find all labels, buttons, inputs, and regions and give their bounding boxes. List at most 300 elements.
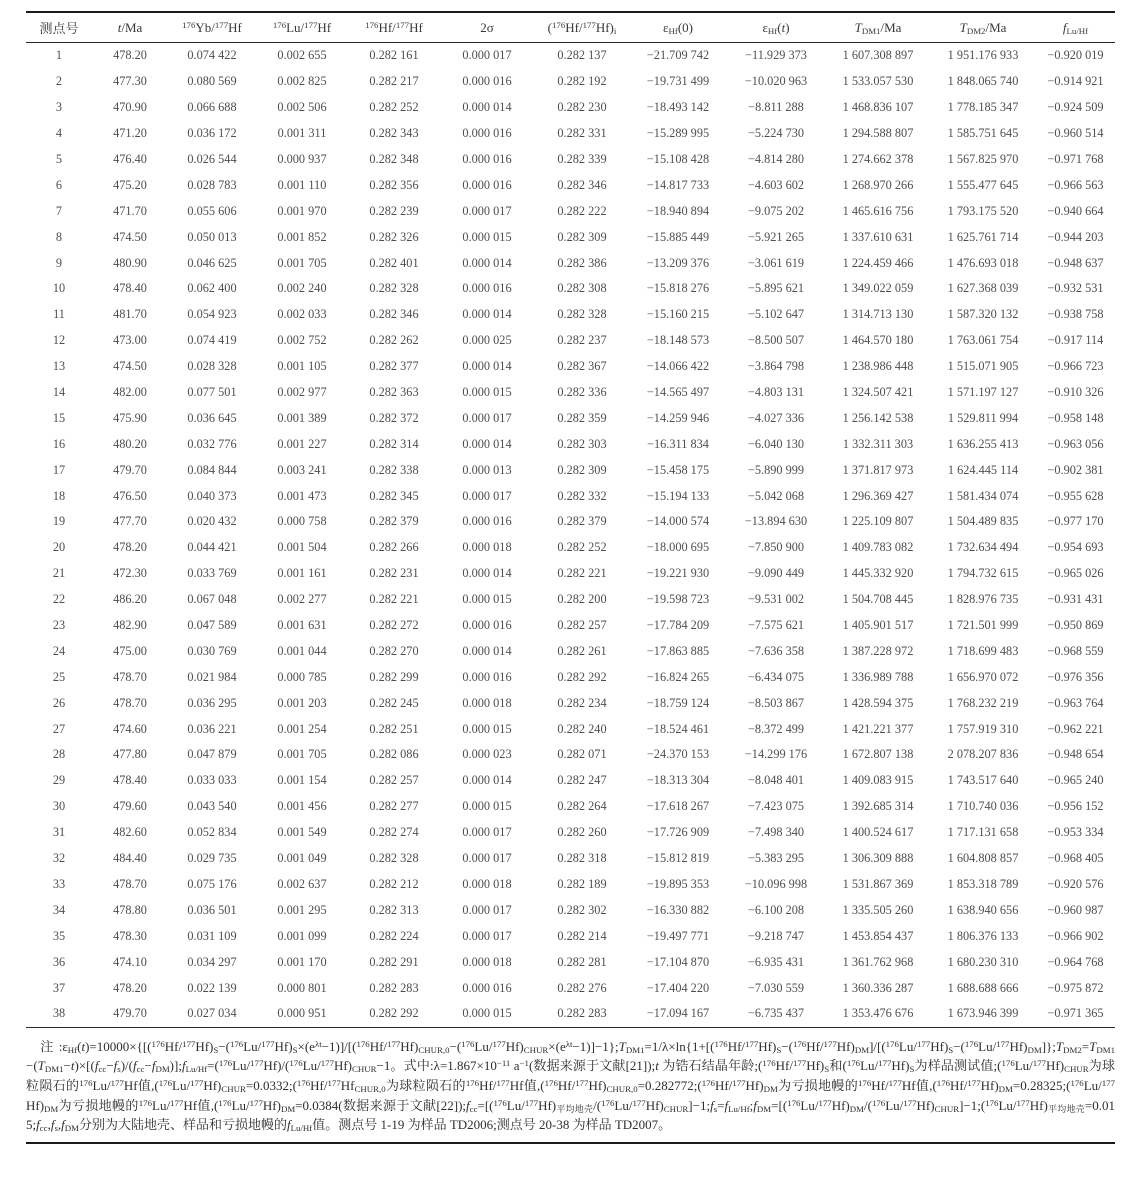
table-cell-eps-hf-0: −18.524 461 (646, 721, 710, 736)
table-cell-f-lu-hf: −0.966 902 (1047, 928, 1104, 943)
table-cell-spot-number: 18 (52, 488, 66, 503)
table-cell-yb176-hf177: 0.047 589 (187, 618, 237, 633)
table-cell-t-ma: 474.50 (113, 359, 147, 374)
table-cell-lu176-hf177: 0.001 203 (277, 695, 327, 710)
table-cell-lu176-hf177: 0.001 254 (277, 721, 327, 736)
table-cell-spot-number: 3 (55, 100, 63, 115)
table-cell-t-dm2-ma: 1 625.761 714 (947, 229, 1019, 244)
table-cell-hf176-hf177-i: 0.282 332 (557, 488, 607, 503)
table-cell-t-dm2-ma: 1 951.176 933 (947, 48, 1019, 63)
table-cell-two-sigma: 0.000 016 (462, 152, 512, 166)
table-cell-t-dm1-ma: 1 224.459 466 (842, 255, 914, 270)
table-cell-t-dm2-ma: 1 732.634 494 (947, 540, 1019, 555)
table-cell-f-lu-hf: −0.968 405 (1047, 851, 1104, 866)
table-cell-eps-hf-t: −9.531 002 (747, 592, 805, 607)
table-cell-eps-hf-0: −17.784 209 (646, 618, 710, 633)
table-row (26, 95, 1115, 121)
table-cell-lu176-hf177: 0.002 825 (277, 74, 327, 89)
table-cell-f-lu-hf: −0.932 531 (1047, 281, 1104, 296)
table-cell-eps-hf-t: −4.814 280 (747, 152, 805, 166)
table-cell-eps-hf-0: −14.066 422 (646, 359, 710, 374)
table-cell-eps-hf-t: −8.811 288 (748, 100, 804, 115)
table-cell-two-sigma: 0.000 013 (462, 462, 512, 477)
table-cell-yb176-hf177: 0.031 109 (187, 928, 237, 943)
table-cell-yb176-hf177: 0.022 139 (187, 980, 237, 995)
table-cell-lu176-hf177: 0.002 240 (277, 281, 327, 296)
table-cell-t-dm2-ma: 1 555.477 645 (947, 177, 1019, 192)
table-cell-t-ma: 478.70 (113, 876, 147, 891)
table-cell-yb176-hf177: 0.074 419 (187, 333, 237, 348)
table-cell-eps-hf-t: −7.850 900 (747, 540, 805, 555)
table-cell-hf176-hf177: 0.282 348 (369, 152, 419, 166)
table-cell-t-dm1-ma: 1 468.836 107 (842, 100, 914, 115)
table-cell-eps-hf-0: −18.000 695 (646, 540, 710, 555)
table-cell-lu176-hf177: 0.001 227 (277, 436, 327, 451)
table-cell-hf176-hf177-i: 0.282 346 (557, 177, 607, 192)
table-row (26, 949, 1115, 975)
table-cell-lu176-hf177: 0.000 937 (277, 152, 327, 166)
table-cell-hf176-hf177: 0.282 377 (369, 359, 419, 374)
table-cell-hf176-hf177: 0.282 356 (369, 177, 419, 192)
table-cell-eps-hf-0: −18.313 304 (646, 773, 710, 788)
table-cell-f-lu-hf: −0.914 921 (1047, 74, 1104, 89)
table-cell-t-dm2-ma: 1 763.061 754 (947, 333, 1019, 348)
table-cell-eps-hf-0: −17.726 909 (646, 825, 710, 840)
table-cell-eps-hf-0: −14.817 733 (646, 177, 710, 192)
column-header-eps-hf-t: $\varepsilon_{Hf}(t)$ (762, 19, 790, 36)
table-row (26, 354, 1115, 380)
table-row (26, 328, 1115, 354)
table-cell-t-dm1-ma: 1 421.221 377 (842, 721, 914, 736)
table-cell-lu176-hf177: 0.001 099 (277, 928, 327, 943)
table-row (26, 742, 1115, 768)
table-cell-t-dm2-ma: 1 585.751 645 (947, 126, 1019, 141)
table-cell-f-lu-hf: −0.962 221 (1047, 721, 1104, 736)
table-cell-f-lu-hf: −0.910 326 (1047, 385, 1104, 400)
table-cell-yb176-hf177: 0.046 625 (187, 255, 237, 270)
table-cell-t-dm2-ma: 1 806.376 133 (947, 928, 1019, 943)
table-cell-t-dm2-ma: 1 757.919 310 (947, 721, 1019, 736)
table-cell-two-sigma: 0.000 016 (462, 669, 512, 684)
table-row (26, 276, 1115, 302)
table-cell-t-dm1-ma: 1 332.311 303 (842, 436, 914, 451)
table-row (26, 872, 1115, 898)
column-header-spot-number: 测点号 (39, 21, 79, 36)
table-cell-f-lu-hf: −0.944 203 (1047, 229, 1104, 244)
table-row (26, 613, 1115, 639)
table-cell-two-sigma: 0.000 016 (462, 618, 512, 633)
column-header-hf176-hf177-i: $(^{176}Hf/^{177}Hf)_i$ (547, 19, 617, 36)
table-cell-spot-number: 26 (52, 695, 66, 710)
table-cell-two-sigma: 0.000 017 (462, 902, 512, 917)
table-cell-t-dm2-ma: 1 743.517 640 (947, 773, 1019, 788)
table-body (26, 43, 1115, 1028)
table-cell-two-sigma: 0.000 018 (462, 876, 512, 891)
table-cell-lu176-hf177: 0.001 154 (277, 773, 327, 788)
table-cell-eps-hf-t: −6.735 437 (747, 1006, 805, 1021)
table-cell-two-sigma: 0.000 017 (462, 825, 512, 840)
table-cell-eps-hf-t: −6.040 130 (747, 436, 805, 451)
table-cell-t-dm2-ma: 1 656.970 072 (947, 669, 1019, 684)
table-cell-eps-hf-t: −7.498 340 (747, 825, 805, 840)
table-cell-hf176-hf177-i: 0.282 386 (557, 255, 607, 270)
table-cell-f-lu-hf: −0.902 381 (1047, 462, 1104, 477)
table-cell-t-dm1-ma: 1 400.524 617 (842, 825, 914, 840)
table-cell-lu176-hf177: 0.001 389 (277, 410, 327, 425)
table-cell-two-sigma: 0.000 014 (462, 359, 512, 374)
table-cell-t-ma: 478.20 (113, 980, 147, 995)
table-cell-spot-number: 10 (52, 281, 66, 296)
table-header (26, 12, 1115, 43)
table-cell-eps-hf-0: −19.497 771 (646, 928, 710, 943)
table-cell-t-ma: 476.40 (113, 152, 147, 166)
table-cell-lu176-hf177: 0.001 105 (277, 359, 327, 374)
table-row (26, 509, 1115, 535)
table-cell-t-dm2-ma: 1 794.732 615 (947, 566, 1019, 581)
table-cell-lu176-hf177: 0.001 049 (277, 851, 327, 866)
table-cell-t-ma: 474.50 (113, 229, 147, 244)
table-cell-hf176-hf177-i: 0.282 261 (557, 643, 607, 658)
table-cell-eps-hf-t: −5.224 730 (747, 126, 805, 141)
table-cell-t-dm2-ma: 2 078.207 836 (947, 747, 1019, 762)
table-cell-lu176-hf177: 0.001 161 (277, 566, 327, 581)
table-cell-t-dm2-ma: 1 571.197 127 (947, 385, 1019, 400)
table-cell-yb176-hf177: 0.033 033 (187, 773, 237, 788)
column-header-t-dm2-ma: $T_{DM2}/Ma$ (959, 19, 1007, 36)
table-cell-lu176-hf177: 0.001 110 (277, 177, 327, 192)
table-cell-f-lu-hf: −0.963 764 (1047, 695, 1104, 710)
table-cell-t-dm1-ma: 1 371.817 973 (842, 462, 914, 477)
table-cell-two-sigma: 0.000 025 (462, 333, 512, 348)
table-cell-hf176-hf177: 0.282 326 (369, 229, 419, 244)
table-cell-lu176-hf177: 0.002 752 (277, 333, 327, 348)
table-cell-hf176-hf177: 0.282 283 (369, 980, 419, 995)
table-cell-hf176-hf177-i: 0.282 302 (557, 902, 607, 917)
table-cell-t-ma: 472.30 (113, 566, 147, 581)
table-footnote: 注$:\varepsilon_{Hf}(t)=10000\times\{[(^{176}Hf/^{177}Hf)_S-(^{176}Lu/^{177}Hf)_S\times(e^{\lambda t}-1)]/[(^{176}Hf/^{177}Hf)_{CHUR,0}-(^{176}Lu/^{177}Hf)_{CHUR}\times(e^{\lambda t}-1)]-1\};T_{DM1}=1/\lambda\times\ln\{1+[(^{176}Hf/^{177}Hf)_S-(^{176}Hf/^{177}Hf)_{DM}]/[(^{176}Lu{}/^{177}Hf)_S-(^{176}Lu/^{177}Hf)_{DM}]\};T_{DM2}=T_{DM1}-(T_{DM1}-t)\times[(f_{cc}-f_s)/(f_{cc}-f_{DM})];f_{Lu/Hf}=(^{176}Lu/^{177}Hf)/(^{176}Lu/^{177}Hf)_{CHUR}-1$。式中$:\lambda=1.867\times 10^{-11}$ $a^{-1}$(数据来源于文献[21]);t 为锆石结晶年龄$;(^{176}Hf/^{177}Hf)_S$和$(^{176}Lu/^{177}Hf)_S$为样品测试值$;(^{176}Lu/^{177}Hf)_{CHUR}$为球粒陨石的$^{176}$Lu/$^{177}$Hf值$,(^{176}Lu/^{177}Hf)_{CHUR}=0.0332;(^{176}Hf/^{177}Hf_{CHUR,0}$为球粒陨石的$^{176}$Hf/$^{177}$Hf值$,(^{176}Hf/^{177}Hf)_{CHUR,0}=0.282772;(^{176}Hf/^{177}Hf)_{DM}$为亏损地幔的$^{176}$Hf/$^{177}$Hf值$,(^{176}Hf/^{177}Hf)_{DM}=0.28325;(^{176}Lu/^{177}Hf)_{DM}$为亏损地幔的$^{176}$Lu/$^{177}$Hf值$,(^{176}Lu/^{177}Hf)_{DM}=0.0384$(数据来源于文献$[22]);f_{cc}=[(^{176}Lu/^{177}Hf)_{平均地壳}/(^{176}Lu/^{177}Hf)_{CHUR}]-1;f_s=f_{Lu/Hf};f_{DM}=[(^{176}Lu/^{177}Hf)_{DM}/(^{176}Lu/^{177}Hf)_{CHUR}]-1;(^{176}Lu/^{177}Hf)_{平均地壳}=0.015;f_{cc},f_s,f_{DM}$分别为大陆地壳、样品和亏损地幔的$f_{Lu/Hf}$值。测点号 1-19 为样品 TD2006;测点号 20-38 为样品 TD2007。 (26, 1037, 1115, 1144)
table-cell-hf176-hf177: 0.282 328 (369, 281, 419, 296)
table-cell-lu176-hf177: 0.002 277 (277, 592, 327, 607)
table-cell-hf176-hf177: 0.282 343 (369, 126, 419, 141)
table-cell-hf176-hf177: 0.282 314 (369, 436, 419, 451)
table-cell-t-dm2-ma: 1 604.808 857 (947, 851, 1019, 866)
table-cell-eps-hf-0: −15.885 449 (646, 229, 710, 244)
table-cell-yb176-hf177: 0.055 606 (187, 203, 237, 218)
table-cell-lu176-hf177: 0.001 631 (277, 618, 327, 633)
table-cell-lu176-hf177: 0.002 506 (277, 100, 327, 115)
table-cell-f-lu-hf: −0.966 563 (1047, 177, 1104, 192)
table-cell-hf176-hf177-i: 0.282 252 (557, 540, 607, 555)
table-cell-t-ma: 471.20 (113, 126, 147, 141)
table-cell-t-dm2-ma: 1 627.368 039 (947, 281, 1019, 296)
table-cell-eps-hf-0: −16.824 265 (646, 669, 710, 684)
table-cell-spot-number: 38 (52, 1006, 66, 1021)
table-cell-two-sigma: 0.000 016 (462, 74, 512, 89)
table-cell-yb176-hf177: 0.062 400 (187, 281, 237, 296)
table-cell-t-ma: 481.70 (113, 307, 147, 322)
table-cell-hf176-hf177-i: 0.282 137 (557, 48, 607, 63)
table-row (26, 535, 1115, 561)
table-cell-t-ma: 470.90 (113, 100, 147, 115)
table-cell-lu176-hf177: 0.002 637 (277, 876, 327, 891)
table-row (26, 561, 1115, 587)
table-cell-hf176-hf177: 0.282 328 (369, 851, 419, 866)
table-row (26, 405, 1115, 431)
table-row (26, 43, 1115, 69)
table-cell-eps-hf-t: −7.423 075 (747, 799, 805, 814)
table-cell-hf176-hf177: 0.282 224 (369, 928, 419, 943)
table-cell-f-lu-hf: −0.966 723 (1047, 359, 1104, 374)
table-cell-yb176-hf177: 0.052 834 (187, 825, 237, 840)
table-cell-spot-number: 33 (52, 876, 66, 891)
table-cell-yb176-hf177: 0.054 923 (187, 307, 237, 322)
table-cell-t-dm1-ma: 1 268.970 266 (842, 177, 914, 192)
table-cell-hf176-hf177: 0.282 363 (369, 385, 419, 400)
table-cell-lu176-hf177: 0.001 044 (277, 643, 327, 658)
table-cell-lu176-hf177: 0.001 970 (277, 203, 327, 218)
table-cell-eps-hf-0: −21.709 742 (646, 48, 710, 63)
table-row (26, 716, 1115, 742)
table-cell-eps-hf-t: −5.042 068 (747, 488, 805, 503)
table-cell-spot-number: 8 (55, 229, 63, 244)
table-row (26, 302, 1115, 328)
table-cell-f-lu-hf: −0.960 514 (1047, 126, 1104, 141)
table-cell-t-ma: 478.20 (113, 540, 147, 555)
table-cell-two-sigma: 0.000 017 (462, 488, 512, 503)
table-cell-hf176-hf177-i: 0.282 247 (557, 773, 607, 788)
table-cell-t-ma: 477.30 (113, 74, 147, 89)
table-cell-eps-hf-0: −15.160 215 (646, 307, 710, 322)
table-cell-spot-number: 12 (52, 333, 66, 348)
table-cell-hf176-hf177-i: 0.282 071 (557, 747, 607, 762)
column-header-hf176-hf177: $^{176}$Hf/$^{177}$Hf (365, 19, 423, 35)
table-cell-t-dm2-ma: 1 778.185 347 (947, 100, 1019, 115)
table-cell-eps-hf-0: −15.458 175 (646, 462, 710, 477)
table-cell-t-ma: 477.70 (113, 514, 147, 529)
table-row (26, 664, 1115, 690)
table-row (26, 457, 1115, 483)
table-cell-lu176-hf177: 0.001 852 (277, 229, 327, 244)
table-cell-t-dm1-ma: 1 409.783 082 (842, 540, 914, 555)
table-cell-yb176-hf177: 0.077 501 (187, 385, 237, 400)
table-cell-eps-hf-t: −4.027 336 (747, 410, 805, 425)
table-cell-yb176-hf177: 0.034 297 (187, 954, 237, 969)
table-cell-eps-hf-0: −13.209 376 (646, 255, 710, 270)
table-cell-hf176-hf177-i: 0.282 318 (557, 851, 607, 866)
table-cell-hf176-hf177-i: 0.282 309 (557, 229, 607, 244)
table-cell-hf176-hf177: 0.282 217 (369, 74, 419, 89)
table-cell-f-lu-hf: −0.940 664 (1047, 203, 1104, 218)
table-cell-eps-hf-t: −6.434 075 (747, 669, 805, 684)
table-cell-t-dm1-ma: 1 445.332 920 (842, 566, 914, 581)
table-cell-hf176-hf177-i: 0.282 328 (557, 307, 607, 322)
table-cell-f-lu-hf: −0.955 628 (1047, 488, 1104, 503)
table-cell-t-dm1-ma: 1 392.685 314 (842, 799, 914, 814)
table-cell-two-sigma: 0.000 018 (462, 954, 512, 969)
table-cell-yb176-hf177: 0.075 176 (187, 876, 237, 891)
table-cell-f-lu-hf: −0.920 576 (1047, 876, 1104, 891)
table-cell-t-dm2-ma: 1 567.825 970 (947, 152, 1019, 166)
table-row (26, 147, 1115, 173)
table-cell-f-lu-hf: −0.971 365 (1047, 1006, 1104, 1021)
table-cell-hf176-hf177-i: 0.282 303 (557, 436, 607, 451)
table-row (26, 431, 1115, 457)
hf-isotope-data-table (26, 11, 1115, 1028)
table-cell-f-lu-hf: −0.920 019 (1047, 48, 1104, 63)
table-cell-two-sigma: 0.000 017 (462, 203, 512, 218)
table-cell-eps-hf-t: −8.048 401 (747, 773, 805, 788)
table-cell-eps-hf-0: −18.148 573 (646, 333, 710, 348)
table-cell-t-dm2-ma: 1 624.445 114 (947, 462, 1019, 477)
table-cell-eps-hf-t: −8.503 867 (747, 695, 805, 710)
table-row (26, 794, 1115, 820)
table-cell-yb176-hf177: 0.027 034 (187, 1006, 237, 1021)
table-cell-yb176-hf177: 0.036 172 (187, 126, 237, 141)
table-cell-eps-hf-0: −15.194 133 (646, 488, 710, 503)
table-cell-t-ma: 480.20 (113, 436, 147, 451)
table-row (26, 587, 1115, 613)
table-cell-hf176-hf177: 0.282 257 (369, 773, 419, 788)
table-cell-two-sigma: 0.000 015 (462, 721, 512, 736)
table-cell-two-sigma: 0.000 023 (462, 747, 512, 762)
table-cell-hf176-hf177-i: 0.282 331 (557, 126, 607, 141)
table-cell-t-dm1-ma: 1 607.308 897 (842, 48, 914, 63)
table-cell-t-dm1-ma: 1 361.762 968 (842, 954, 914, 969)
table-cell-t-dm2-ma: 1 718.699 483 (947, 643, 1019, 658)
table-cell-eps-hf-0: −14.000 574 (646, 514, 710, 529)
table-cell-hf176-hf177-i: 0.282 281 (557, 954, 607, 969)
table-row (26, 768, 1115, 794)
table-row (26, 483, 1115, 509)
table-cell-eps-hf-t: −3.864 798 (747, 359, 805, 374)
table-cell-t-dm1-ma: 1 387.228 972 (842, 643, 914, 658)
table-header-row (26, 12, 1115, 43)
table-cell-f-lu-hf: −0.975 872 (1047, 980, 1104, 995)
table-cell-two-sigma: 0.000 016 (462, 177, 512, 192)
table-cell-t-ma: 482.90 (113, 618, 147, 633)
table-cell-hf176-hf177: 0.282 252 (369, 100, 419, 115)
table-cell-f-lu-hf: −0.968 559 (1047, 643, 1104, 658)
column-header-t-ma: t/Ma (117, 19, 143, 35)
table-cell-t-dm1-ma: 1 256.142 538 (842, 410, 914, 425)
table-cell-t-dm2-ma: 1 688.688 666 (947, 980, 1019, 995)
table-cell-t-dm2-ma: 1 515.071 905 (947, 359, 1019, 374)
table-cell-hf176-hf177-i: 0.282 336 (557, 385, 607, 400)
table-cell-spot-number: 11 (53, 307, 65, 322)
table-cell-yb176-hf177: 0.026 544 (187, 152, 237, 166)
table-cell-spot-number: 23 (52, 618, 66, 633)
table-cell-t-dm2-ma: 1 581.434 074 (947, 488, 1019, 503)
table-cell-lu176-hf177: 0.001 295 (277, 902, 327, 917)
table-cell-two-sigma: 0.000 018 (462, 695, 512, 710)
table-cell-yb176-hf177: 0.074 422 (187, 48, 237, 63)
table-cell-hf176-hf177-i: 0.282 260 (557, 825, 607, 840)
table-cell-eps-hf-0: −17.618 267 (646, 799, 710, 814)
table-cell-hf176-hf177: 0.282 231 (369, 566, 419, 581)
table-cell-t-ma: 478.70 (113, 669, 147, 684)
table-cell-f-lu-hf: −0.958 148 (1047, 410, 1104, 425)
table-cell-hf176-hf177-i: 0.282 192 (557, 74, 607, 89)
table-cell-t-ma: 475.90 (113, 410, 147, 425)
table-cell-two-sigma: 0.000 015 (462, 799, 512, 814)
table-cell-yb176-hf177: 0.036 645 (187, 410, 237, 425)
table-cell-t-dm1-ma: 1 225.109 807 (842, 514, 914, 529)
table-cell-eps-hf-0: −24.370 153 (646, 747, 710, 762)
table-cell-t-dm1-ma: 1 504.708 445 (842, 592, 914, 607)
table-cell-hf176-hf177-i: 0.282 339 (557, 152, 607, 166)
table-cell-eps-hf-t: −5.921 265 (747, 229, 805, 244)
table-cell-t-dm2-ma: 1 710.740 036 (947, 799, 1019, 814)
table-cell-hf176-hf177-i: 0.282 359 (557, 410, 607, 425)
table-cell-eps-hf-t: −5.102 647 (747, 307, 805, 322)
table-cell-eps-hf-0: −18.940 894 (646, 203, 710, 218)
column-header-t-dm1-ma: $T_{DM1}/Ma$ (854, 19, 902, 36)
table-cell-two-sigma: 0.000 018 (462, 540, 512, 555)
table-cell-hf176-hf177: 0.282 401 (369, 255, 419, 270)
table-cell-f-lu-hf: −0.964 768 (1047, 954, 1104, 969)
table-cell-t-dm2-ma: 1 717.131 658 (947, 825, 1019, 840)
table-cell-eps-hf-0: −18.759 124 (646, 695, 710, 710)
table-cell-lu176-hf177: 0.001 549 (277, 825, 327, 840)
table-cell-spot-number: 31 (52, 825, 66, 840)
table-cell-hf176-hf177-i: 0.282 308 (557, 281, 607, 296)
table-cell-t-dm1-ma: 1 314.713 130 (842, 307, 914, 322)
table-cell-lu176-hf177: 0.002 977 (277, 385, 327, 400)
table-cell-eps-hf-0: −18.493 142 (646, 100, 710, 115)
table-cell-lu176-hf177: 0.001 705 (277, 747, 327, 762)
table-cell-eps-hf-t: −13.894 630 (744, 514, 808, 529)
table-cell-eps-hf-t: −5.895 621 (747, 281, 805, 296)
table-cell-two-sigma: 0.000 014 (462, 100, 512, 115)
table-cell-t-ma: 471.70 (113, 203, 147, 218)
table-cell-eps-hf-0: −14.565 497 (646, 385, 710, 400)
table-cell-hf176-hf177-i: 0.282 222 (557, 203, 607, 218)
table-cell-hf176-hf177: 0.282 212 (369, 876, 419, 891)
table-cell-hf176-hf177: 0.282 086 (369, 747, 419, 762)
table-cell-two-sigma: 0.000 015 (462, 592, 512, 607)
table-cell-two-sigma: 0.000 017 (462, 851, 512, 866)
table-cell-t-dm2-ma: 1 476.693 018 (947, 255, 1019, 270)
column-header-f-lu-hf: $f_{Lu/Hf}$ (1062, 19, 1089, 36)
table-cell-t-ma: 482.00 (113, 385, 147, 400)
table-cell-t-dm1-ma: 1 296.369 427 (842, 488, 914, 503)
table-row (26, 250, 1115, 276)
table-cell-lu176-hf177: 0.002 655 (277, 48, 327, 63)
table-cell-t-dm2-ma: 1 529.811 994 (947, 410, 1019, 425)
table-cell-hf176-hf177: 0.282 245 (369, 695, 419, 710)
table-cell-f-lu-hf: −0.965 026 (1047, 566, 1104, 581)
table-cell-f-lu-hf: −0.924 509 (1047, 100, 1104, 115)
table-cell-f-lu-hf: −0.953 334 (1047, 825, 1104, 840)
table-cell-eps-hf-t: −9.075 202 (747, 203, 805, 218)
table-cell-spot-number: 16 (52, 436, 66, 451)
table-cell-t-ma: 479.70 (113, 1006, 147, 1021)
table-cell-lu176-hf177: 0.002 033 (277, 307, 327, 322)
table-cell-eps-hf-0: −15.812 819 (646, 851, 710, 866)
table-cell-spot-number: 24 (52, 643, 66, 658)
table-cell-t-ma: 475.20 (113, 177, 147, 192)
table-cell-f-lu-hf: −0.931 431 (1047, 592, 1104, 607)
table-cell-f-lu-hf: −0.950 869 (1047, 618, 1104, 633)
table-cell-eps-hf-t: −8.372 499 (747, 721, 805, 736)
table-cell-t-ma: 478.20 (113, 48, 147, 63)
table-cell-t-dm1-ma: 1 337.610 631 (842, 229, 914, 244)
table-cell-hf176-hf177-i: 0.282 309 (557, 462, 607, 477)
table-cell-t-dm2-ma: 1 638.940 656 (947, 902, 1019, 917)
table-cell-eps-hf-t: −9.090 449 (747, 566, 805, 581)
table-cell-t-dm1-ma: 1 672.807 138 (842, 747, 914, 762)
table-cell-t-ma: 474.60 (113, 721, 147, 736)
